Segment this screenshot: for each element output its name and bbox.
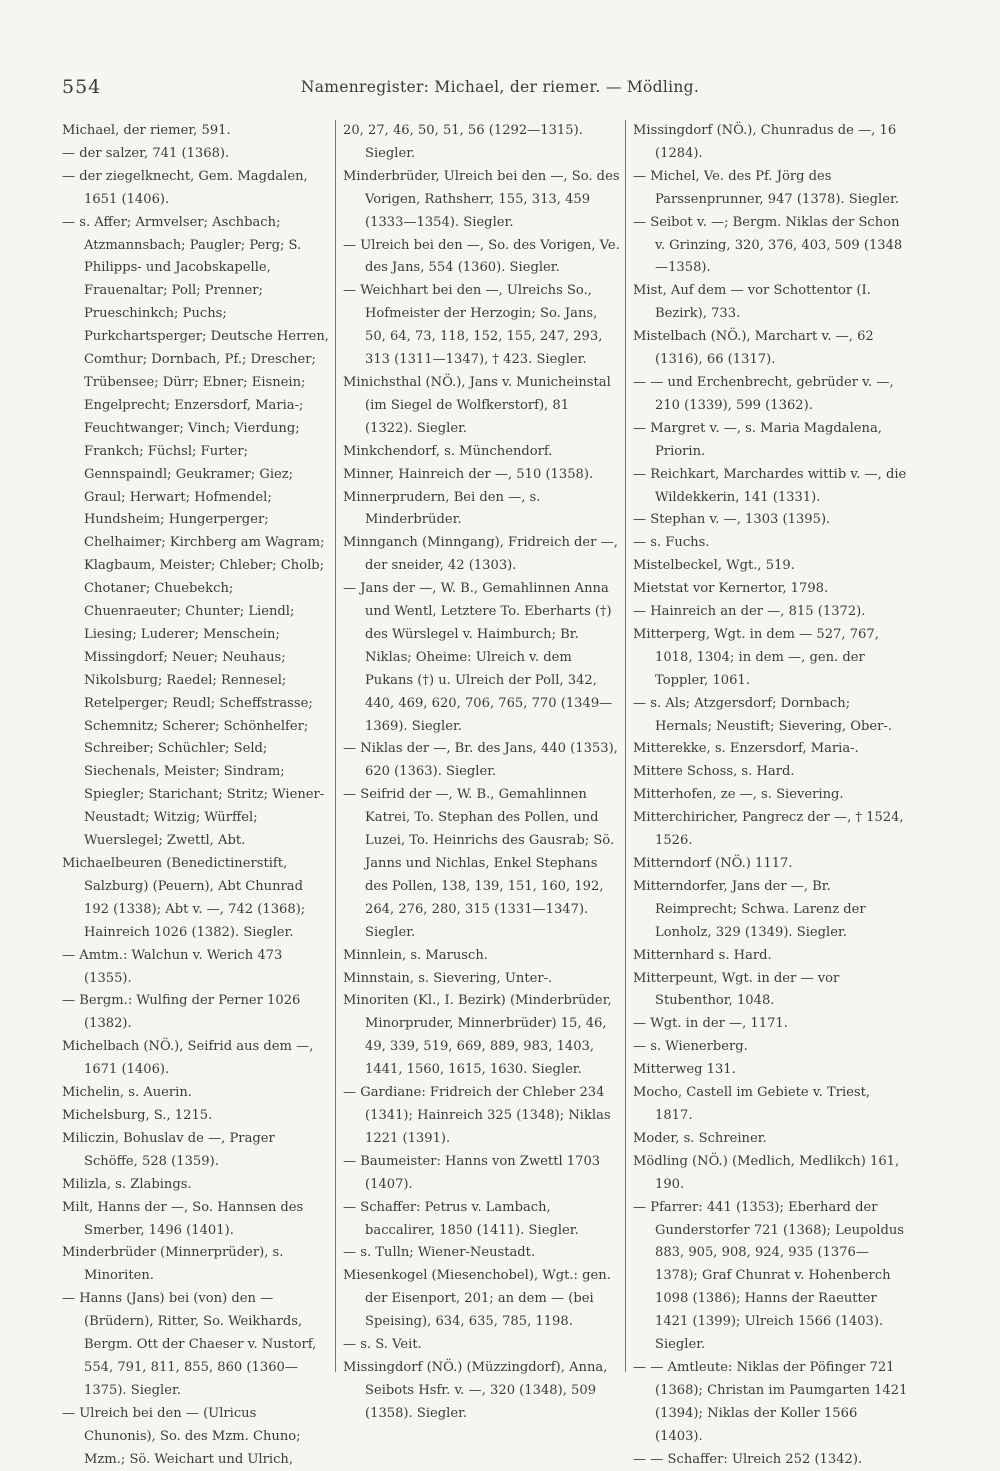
page-number: 554 — [62, 76, 102, 98]
index-entry: Mitterndorfer, Jans der —, Br. Reimprecht; Schwa. Larenz der Lonholz, 329 (1349). Siegler. — [633, 878, 866, 940]
index-entry: — Baumeister: Hanns von Zwettl 1703 (1407). — [343, 1153, 601, 1192]
index-entry: Mietstat vor Kernertor, 1798. — [633, 581, 829, 597]
index-entry: Milizla, s. Zlabings. — [62, 1176, 192, 1192]
index-entry: — Niklas der —, Br. des Jans, 440 (1353), 620 (1363). Siegler. — [343, 741, 618, 780]
column-divider — [335, 120, 336, 1372]
index-entry: — Bergm.: Wulfing der Perner 1026 (1382). — [62, 993, 301, 1032]
index-entry: Minoriten (Kl., I. Bezirk) (Minderbrüder, Minorpruder, Minnerbrüder) 15, 46, 49, 339, 519, 669, 889, 983, 1403, 1441, 1560, 1615, 1630. Siegler. — [343, 993, 612, 1078]
index-entry: Mitternhard s. Hard. — [633, 947, 772, 963]
index-entry: — Seibot v. —; Bergm. Niklas der Schon v. Grinzing, 320, 376, 403, 509 (1348—1358). — [633, 214, 903, 276]
index-entry: Miliczin, Bohuslav de —, Prager Schöffe, 528 (1359). — [62, 1130, 275, 1169]
index-entry: Mödling (NÖ.) (Medlich, Medlikch) 161, 190. — [633, 1153, 900, 1192]
index-entry: — — Amtleute: Niklas der Pöfinger 721 (1368); Christan im Paumgarten 1421 (1394); Niklas der Koller 1566 (1403). — [633, 1359, 908, 1444]
index-column-left — [62, 120, 330, 1471]
index-entry: Mistelbeckel, Wgt., 519. — [633, 558, 795, 574]
index-column-middle — [343, 120, 620, 1426]
index-entry: Mitterweg 131. — [633, 1062, 736, 1078]
index-entry: Minner, Hainreich der —, 510 (1358). — [343, 466, 594, 482]
index-entry: — s. Fuchs. — [633, 535, 710, 551]
index-entry: Michelbach (NÖ.), Seifrid aus dem —, 1671 (1406). — [62, 1039, 314, 1078]
index-entry: — Jans der —, W. B., Gemahlinnen Anna und Wentl, Letztere To. Eberharts (†) des Würslegel v. Haimburch; Br. Niklas; Oheime: Ulreich v. dem Pukans (†) u. Ulreich der Poll, 342, 440, 469, 620, 706, 765, 770 (1349—1369). Siegler. — [343, 581, 613, 734]
index-entry: Mistelbach (NÖ.), Marchart v. —, 62 (1316), 66 (1317). — [633, 329, 874, 368]
index-entry: Mitterchiricher, Pangrecz der —, † 1524, 1526. — [633, 810, 904, 849]
index-entry: — Hanns (Jans) bei (von) den — (Brüdern), Ritter, So. Weikhards, Bergm. Ott der Chaeser v. Nustorf, 554, 791, 811, 855, 860 (1360—1375). Siegler. — [62, 1291, 317, 1398]
index-entry: — s. S. Veit. — [343, 1337, 422, 1353]
index-entry: — s. Wienerberg. — [633, 1039, 748, 1055]
index-entry: — Weichhart bei den —, Ulreichs So., Hofmeister der Herzogin; So. Jans, 50, 64, 73, 118, 152, 155, 247, 293, 313 (1311—1347), † 423. Siegler. — [343, 283, 603, 368]
index-entry: Milt, Hanns der —, So. Hannsen des Smerber, 1496 (1401). — [62, 1199, 304, 1238]
index-entry: — Reichkart, Marchardes wittib v. —, die Wildekkerin, 141 (1331). — [633, 466, 907, 505]
index-entry: Minichsthal (NÖ.), Jans v. Municheinstal (im Siegel de Wolfkerstorf), 81 (1322). Siegler. — [343, 374, 611, 436]
index-entry: — der salzer, 741 (1368). — [62, 145, 230, 161]
index-entry: Mist, Auf dem — vor Schottentor (I. Bezirk), 733. — [633, 283, 871, 322]
index-entry: Moder, s. Schreiner. — [633, 1130, 767, 1146]
index-entry: Mitterperg, Wgt. in dem — 527, 767, 1018, 1304; in dem —, gen. der Toppler, 1061. — [633, 626, 879, 688]
index-entry: Michaelbeuren (Benedictinerstift, Salzburg) (Peuern), Abt Chunrad 192 (1338); Abt v. —, 742 (1368); Hainreich 1026 (1382). Siegler. — [62, 856, 306, 940]
index-column-right — [633, 120, 908, 1471]
index-entry: Minnlein, s. Marusch. — [343, 947, 488, 963]
index-entry: 20, 27, 46, 50, 51, 56 (1292—1315). Siegler. — [343, 123, 583, 161]
index-entry: Minnganch (Minngang), Fridreich der —, der sneider, 42 (1303). — [343, 535, 618, 574]
running-title: Namenregister: Michael, der riemer. — Mödling. — [300, 78, 700, 96]
index-entry: Michelsburg, S., 1215. — [62, 1107, 213, 1123]
index-entry: — Amtm.: Walchun v. Werich 473 (1355). — [62, 947, 283, 986]
index-entry: Mitterpeunt, Wgt. in der — vor Stubenthor, 1048. — [633, 970, 840, 1009]
index-entry: Mittere Schoss, s. Hard. — [633, 764, 795, 780]
index-entry: — Ulreich bei den — (Ulricus Chunonis), So. des Mzm. Chuno; Mzm.; Sö. Weichart und Ulrich, — [62, 1405, 301, 1467]
column-divider — [625, 120, 626, 1372]
index-entry: Mitterekke, s. Enzersdorf, Maria-. — [633, 741, 859, 757]
index-entry: — Pfarrer: 441 (1353); Eberhard der Gunderstorfer 721 (1368); Leupoldus 883, 905, 908, 924, 935 (1376—1378); Graf Chunrat v. Hohenberch 1098 (1386); Hanns der Raeutter 1421 (1399); Ulreich 1566 (1403). Siegler. — [633, 1199, 904, 1353]
index-entry: — Ulreich bei den —, So. des Vorigen, Ve. des Jans, 554 (1360). Siegler. — [343, 237, 620, 276]
index-entry: Minnerprudern, Bei den —, s. Minderbrüder. — [343, 489, 541, 528]
index-entry: — — Schaffer: Ulreich 252 (1342). — [633, 1451, 863, 1467]
index-entry: Mitterndorf (NÖ.) 1117. — [633, 856, 793, 871]
index-entry: Michael, der riemer, 591. — [62, 123, 231, 138]
index-entry: — s. Tulln; Wiener-Neustadt. — [343, 1245, 536, 1261]
index-entry: Minderbrüder, Ulreich bei den —, So. des Vorigen, Rathsherr, 155, 313, 459 (1333—1354). Siegler. — [343, 168, 620, 230]
index-entry: Missingdorf (NÖ.) (Müzzingdorf), Anna, Seibots Hsfr. v. —, 320 (1348), 509 (1358). Siegler. — [343, 1359, 608, 1421]
index-entry: — Schaffer: Petrus v. Lambach, baccalirer, 1850 (1411). Siegler. — [343, 1199, 579, 1238]
index-entry: — Gardiane: Fridreich der Chleber 234 (1341); Hainreich 325 (1348); Niklas 1221 (1391). — [343, 1085, 611, 1146]
index-entry: — Wgt. in der —, 1171. — [633, 1016, 788, 1032]
index-entry: — — und Erchenbrecht, gebrüder v. —, 210 (1339), 599 (1362). — [633, 374, 894, 413]
index-entry: — s. Als; Atzgersdorf; Dornbach; Hernals; Neustift; Sievering, Ober-. — [633, 695, 892, 734]
index-entry: — Seifrid der —, W. B., Gemahlinnen Katrei, To. Stephan des Pollen, und Luzei, To. Heinrichs des Gausrab; Sö. Janns und Nichlas, Enkel Stephans des Pollen, 138, 139, 151, 160, 192, 264, 276, 280, 315 (1331—1347). Siegler. — [343, 787, 615, 940]
index-entry: — s. Affer; Armvelser; Aschbach; Atzmannsbach; Paugler; Perg; S. Philipps- und Jacobskapelle, Frauenaltar; Poll; Prenner; Prueschinkch; Puchs; Purkchartsperger; Deutsche Herren, Comthur; Dornbach, Pf.; Drescher; Trübensee; Dürr; Ebner; Eisnein; Engelprecht; Enzersdorf, Maria-; Feuchtwanger; Vinch; Vierdung; Frankch; Füchsl; Furter; Gennspaindl; Geukramer; Giez; Graul; Herwart; Hofmendel; Hundsheim; Hungerperger; Chelhaimer; Kirchberg am Wagram; Klagbaum, Meister; Chleber; Cholb; Chotaner; Chuebekch; Chuenraeuter; Chunter; Liendl; Liesing; Luderer; Menschein; Missingdorf; Neuer; Neuhaus; Nikolsburg; Raedel; Rennesel; Retelperger; Reudl; Scheffstrasse; Schemnitz; Scherer; Schönhelfer; Schreiber; Schüchler; Seld; Siechenals, Meister; Sindram; Spiegler; Starichant; Stritz; Wiener-Neustadt; Witzig; Würffel; Wuerslegel; Zwettl, Abt. — [62, 214, 329, 849]
index-entry: Mitterhofen, ze —, s. Sievering. — [633, 787, 844, 803]
index-entry: — Margret v. —, s. Maria Magdalena, Priorin. — [633, 420, 882, 459]
index-entry: — Michel, Ve. des Pf. Jörg des Parssenprunner, 947 (1378). Siegler. — [633, 168, 899, 207]
index-entry: Minnstain, s. Sievering, Unter-. — [343, 970, 553, 986]
index-entry: Miesenkogel (Miesenchobel), Wgt.: gen. der Eisenport, 201; an dem — (bei Speising), 634, 635, 785, 1198. — [343, 1268, 611, 1330]
index-entry: Minderbrüder (Minnerprüder), s. Minoriten. — [62, 1245, 284, 1284]
index-entry: Michelin, s. Auerin. — [62, 1085, 192, 1101]
page-header — [62, 76, 938, 102]
index-entry: Minkchendorf, s. Münchendorf. — [343, 443, 553, 459]
index-entry: — Hainreich an der —, 815 (1372). — [633, 604, 866, 620]
index-entry: — Stephan v. —, 1303 (1395). — [633, 512, 831, 528]
index-entry: — der ziegelknecht, Gem. Magdalen, 1651 (1406). — [62, 168, 308, 207]
index-entry: Missingdorf (NÖ.), Chunradus de —, 16 (1284). — [633, 123, 897, 161]
index-entry: Mocho, Castell im Gebiete v. Triest, 1817. — [633, 1085, 871, 1123]
